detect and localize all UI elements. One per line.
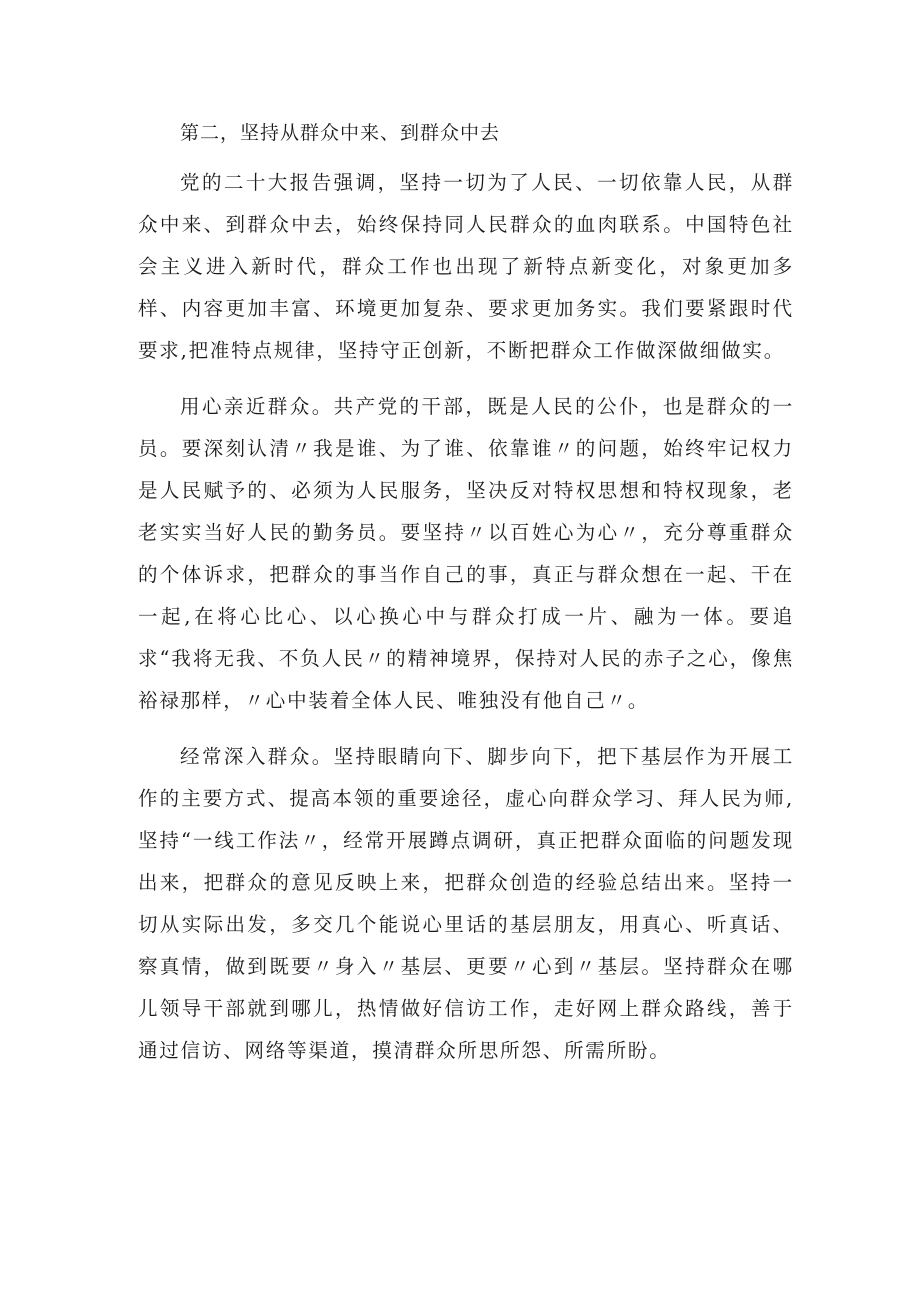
document-body [138,116,794,1086]
section-heading: 第二，坚持从群众中来、到群众中去 [180,122,501,144]
paragraph-go-among-masses: 经常深入群众。坚持眼睛向下、脚步向下，把下基层作为开展工作的主要方式、提高本领的重要途径，虚心向群众学习、拜人民为师,坚持“一线工作法〃，经常开展蹲点调研，真正把群众面临的问题发现出来，把群众的意见反映上来，把群众创造的经验总结出来。坚持一切从实际出发，多交几个能说心里话的基层朋友，用真心、听真话、察真情，做到既要〃身入〃基层、更要〃心到〃基层。坚持群众在哪儿领导干部就到哪儿，热情做好信访工作，走好网上群众路线，善于通过信访、网络等渠道，摸清群众所思所怨、所需所盼。 [138,745,794,1062]
paragraph-close-to-masses: 用心亲近群众。共产党的干部，既是人民的公仆，也是群众的一员。要深刻认清〃我是谁、为了谁、依靠谁〃的问题，始终牢记权力是人民赋予的、必须为人民服务，坚决反对特权思想和特权现象，老老实实当好人民的勤务员。要坚持〃以百姓心为心〃，充分尊重群众的个体诉求，把群众的事当作自己的事，真正与群众想在一起、干在一起,在将心比心、以心换心中与群众打成一片、融为一体。要追求“我将无我、不负人民〃的精神境界，保持对人民的赤子之心，像焦裕禄那样，〃心中装着全体人民、唯独没有他自己〃。 [138,395,794,712]
paragraph-intro: 党的二十大报告强调，坚持一切为了人民、一切依靠人民，从群众中来、到群众中去，始终保持同人民群众的血肉联系。中国特色社会主义进入新时代，群众工作也出现了新特点新变化，对象更加多样、内容更加丰富、环境更加复杂、要求更加务实。我们要紧跟时代要求,把准特点规律，坚持守正创新，不断把群众工作做深做细做实。 [138,171,794,362]
